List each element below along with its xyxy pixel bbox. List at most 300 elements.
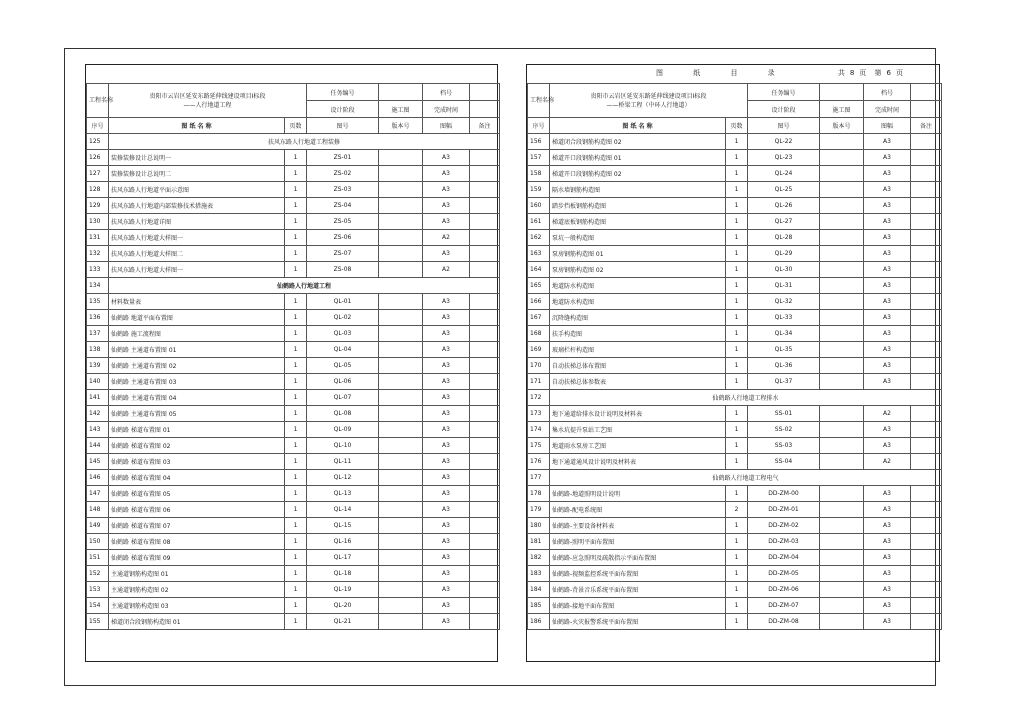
drawing-name: 扶手构造图	[550, 326, 726, 342]
row-number: 170	[528, 358, 550, 374]
row-number: 152	[87, 566, 109, 582]
page-count: 1	[285, 582, 307, 598]
drawing-code: ZS-03	[307, 182, 379, 198]
section-row	[87, 134, 500, 150]
row-number: 135	[87, 294, 109, 310]
drawing-code: ZS-01	[307, 150, 379, 166]
drawing-code: QL-37	[748, 374, 820, 390]
page-count: 1	[285, 422, 307, 438]
remark	[470, 438, 500, 454]
page-count: 1	[726, 582, 748, 598]
paper-size: A3	[864, 230, 911, 246]
drawing-code: QL-24	[748, 166, 820, 182]
paper-size: A3	[423, 518, 470, 534]
row-number: 142	[87, 406, 109, 422]
page-count: 1	[726, 326, 748, 342]
design-stage-label: 设计阶段	[307, 101, 379, 118]
remark	[470, 182, 500, 198]
table-row	[87, 470, 500, 486]
version	[820, 534, 864, 550]
table-row	[87, 166, 500, 182]
task-no-label: 任务编号	[307, 84, 379, 101]
drawing-name: 隔水墙钢筋构造图	[550, 182, 726, 198]
drawing-code: ZS-06	[307, 230, 379, 246]
drawing-name: 扶风东路人行地道内部装修技术措施表	[109, 198, 285, 214]
sheet-no-value	[470, 84, 500, 101]
paper-size: A3	[423, 582, 470, 598]
version	[820, 166, 864, 182]
drawing-code: QL-22	[748, 134, 820, 150]
left-catalog-sheet	[85, 64, 498, 662]
drawing-name: 仙鹤路 主通道布置图 02	[109, 358, 285, 374]
paper-size: A3	[423, 198, 470, 214]
paper-size: A3	[423, 598, 470, 614]
table-row	[87, 518, 500, 534]
drawing-code: QL-29	[748, 246, 820, 262]
right-catalog-sheet	[526, 64, 940, 662]
version	[379, 582, 423, 598]
remark	[911, 406, 942, 422]
page-count: 1	[285, 214, 307, 230]
page-count: 1	[726, 486, 748, 502]
page-count: 1	[285, 294, 307, 310]
version	[379, 150, 423, 166]
remark	[911, 598, 942, 614]
drawing-name: 仙鹤路 梯道布置图 02	[109, 438, 285, 454]
row-number: 158	[528, 166, 550, 182]
col-header-version: 版本号	[820, 118, 864, 134]
table-row	[87, 342, 500, 358]
drawing-name: 仙鹤路-应急照明及疏散指示平面布置图	[550, 550, 726, 566]
col-header-remark: 备注	[470, 118, 500, 134]
row-number: 173	[528, 406, 550, 422]
drawing-name: 仙鹤路-地道照明设计说明	[550, 486, 726, 502]
version	[820, 438, 864, 454]
left-title-block	[86, 83, 500, 118]
paper-size: A3	[423, 454, 470, 470]
row-number: 134	[87, 278, 109, 294]
col-header-no: 序号	[87, 118, 109, 134]
paper-size: A3	[864, 182, 911, 198]
drawing-name: 主通道钢筋构造图 02	[109, 582, 285, 598]
version	[379, 566, 423, 582]
drawing-code: QL-36	[748, 358, 820, 374]
paper-size: A3	[423, 422, 470, 438]
table-row	[87, 486, 500, 502]
table-row	[87, 534, 500, 550]
page-count: 1	[285, 326, 307, 342]
table-row	[528, 326, 942, 342]
remark	[470, 150, 500, 166]
drawing-name: 仙鹤路-接地平面布置图	[550, 598, 726, 614]
paper-size: A3	[423, 294, 470, 310]
remark	[470, 230, 500, 246]
paper-size: A3	[423, 166, 470, 182]
section-title: 扶风东路人行地道工程装修	[109, 134, 500, 150]
drawing-name: 主通道钢筋构造图 01	[109, 566, 285, 582]
page-count: 1	[726, 214, 748, 230]
row-number: 165	[528, 278, 550, 294]
table-row	[87, 198, 500, 214]
drawing-name: 梯道闭合段钢筋构造图 01	[109, 614, 285, 630]
paper-size: A2	[423, 262, 470, 278]
table-row	[528, 150, 942, 166]
drawing-code: QL-30	[748, 262, 820, 278]
drawing-name: 仙鹤路 梯道布置图 04	[109, 470, 285, 486]
drawing-code: QL-23	[748, 150, 820, 166]
version	[379, 374, 423, 390]
drawing-code: SS-02	[748, 422, 820, 438]
paper-size: A3	[864, 342, 911, 358]
drawing-code: DD-ZM-05	[748, 566, 820, 582]
paper-size: A3	[864, 598, 911, 614]
drawing-code: DD-ZM-03	[748, 534, 820, 550]
design-stage-value: 施工图	[820, 101, 864, 118]
table-row	[528, 230, 942, 246]
remark	[470, 454, 500, 470]
remark	[911, 310, 942, 326]
col-header-remark: 备注	[911, 118, 942, 134]
section-row	[87, 278, 500, 294]
page-unit-2: 页	[896, 69, 904, 77]
remark	[470, 198, 500, 214]
drawing-code: ZS-07	[307, 246, 379, 262]
remark	[470, 518, 500, 534]
drawing-name: 仙鹤路 梯道布置图 08	[109, 534, 285, 550]
version	[820, 198, 864, 214]
page-count: 1	[285, 550, 307, 566]
table-row	[87, 422, 500, 438]
remark	[911, 150, 942, 166]
col-header-code: 图号	[307, 118, 379, 134]
sheet-no-value	[911, 84, 942, 101]
sheet-no-label: 档号	[864, 84, 911, 101]
page-count: 1	[726, 310, 748, 326]
row-number: 144	[87, 438, 109, 454]
row-number: 129	[87, 198, 109, 214]
drawing-code: QL-14	[307, 502, 379, 518]
drawing-code: SS-01	[748, 406, 820, 422]
remark	[911, 262, 942, 278]
design-stage-label: 设计阶段	[748, 101, 820, 118]
drawing-code: QL-02	[307, 310, 379, 326]
row-number: 127	[87, 166, 109, 182]
row-number: 169	[528, 342, 550, 358]
table-row	[87, 550, 500, 566]
version	[379, 246, 423, 262]
table-row	[528, 534, 942, 550]
table-row	[87, 390, 500, 406]
paper-size: A3	[864, 134, 911, 150]
row-number: 148	[87, 502, 109, 518]
row-number: 137	[87, 326, 109, 342]
drawing-code: QL-13	[307, 486, 379, 502]
page-count: 1	[285, 470, 307, 486]
version	[379, 262, 423, 278]
row-number: 176	[528, 454, 550, 470]
row-number: 185	[528, 598, 550, 614]
drawing-name: 仙鹤路 梯道布置图 05	[109, 486, 285, 502]
version	[820, 598, 864, 614]
drawing-name: 仙鹤路 梯道布置图 01	[109, 422, 285, 438]
drawing-name: 仙鹤路 梯道布置图 07	[109, 518, 285, 534]
page-count: 1	[285, 198, 307, 214]
version	[820, 518, 864, 534]
paper-size: A3	[864, 310, 911, 326]
page-count: 1	[726, 614, 748, 630]
table-row	[87, 310, 500, 326]
drawing-name: 仙鹤路-配电系统图	[550, 502, 726, 518]
paper-size: A3	[864, 358, 911, 374]
row-number: 132	[87, 246, 109, 262]
page-count: 1	[726, 150, 748, 166]
remark	[911, 518, 942, 534]
page-count: 1	[285, 166, 307, 182]
drawing-name: 扶风东路人行地道大样图一	[109, 262, 285, 278]
row-number: 156	[528, 134, 550, 150]
drawing-name: 泵房钢筋构造图 01	[550, 246, 726, 262]
version	[820, 358, 864, 374]
page-count: 1	[285, 342, 307, 358]
remark	[470, 406, 500, 422]
version	[379, 230, 423, 246]
row-number: 159	[528, 182, 550, 198]
remark	[470, 614, 500, 630]
page-count: 1	[726, 566, 748, 582]
table-row	[528, 134, 942, 150]
table-row	[528, 598, 942, 614]
paper-size: A3	[423, 406, 470, 422]
version	[820, 486, 864, 502]
version	[379, 326, 423, 342]
remark	[470, 422, 500, 438]
remark	[470, 246, 500, 262]
drawing-name: 仙鹤路 主通道布置图 04	[109, 390, 285, 406]
page-prefix: 第	[874, 69, 883, 77]
row-number: 163	[528, 246, 550, 262]
drawing-name: 仙鹤路 主通道布置图 03	[109, 374, 285, 390]
project-title-line-1: 贵阳市云岩区延安东路延伸线建设项目I标段	[590, 92, 707, 100]
version	[379, 470, 423, 486]
drawing-code: QL-09	[307, 422, 379, 438]
table-row	[528, 198, 942, 214]
drawing-name: 扶风东路人行地道详图	[109, 214, 285, 230]
drawing-code: DD-ZM-00	[748, 486, 820, 502]
page-count: 1	[285, 374, 307, 390]
row-number: 125	[87, 134, 109, 150]
table-row	[87, 374, 500, 390]
version	[820, 614, 864, 630]
table-row	[528, 502, 942, 518]
table-row	[87, 502, 500, 518]
remark	[470, 550, 500, 566]
drawing-code: QL-33	[748, 310, 820, 326]
table-row	[528, 454, 942, 470]
row-number: 164	[528, 262, 550, 278]
drawing-code: QL-21	[307, 614, 379, 630]
paper-size: A3	[864, 262, 911, 278]
paper-size: A3	[423, 550, 470, 566]
column-header-row	[528, 118, 942, 134]
paper-size: A3	[423, 182, 470, 198]
row-number: 151	[87, 550, 109, 566]
page-count: 1	[285, 310, 307, 326]
page-count: 1	[285, 150, 307, 166]
remark	[911, 326, 942, 342]
remark	[470, 326, 500, 342]
row-number: 162	[528, 230, 550, 246]
page-count: 1	[726, 246, 748, 262]
drawing-name: 仙鹤路 主通道布置图 05	[109, 406, 285, 422]
version	[379, 214, 423, 230]
table-row	[528, 166, 942, 182]
paper-size: A3	[423, 246, 470, 262]
table-row	[87, 406, 500, 422]
table-row	[87, 246, 500, 262]
version	[820, 550, 864, 566]
paper-size: A3	[864, 150, 911, 166]
right-drawing-list	[527, 117, 942, 630]
drawing-code: DD-ZM-07	[748, 598, 820, 614]
remark	[911, 246, 942, 262]
table-row	[87, 182, 500, 198]
drawing-name: 梯道开口段钢筋构造图 02	[550, 166, 726, 182]
col-header-name: 图 纸 名 称	[550, 118, 726, 134]
page-count: 1	[285, 406, 307, 422]
paper-size: A3	[423, 342, 470, 358]
version	[820, 502, 864, 518]
drawing-code: QL-25	[748, 182, 820, 198]
drawing-code: QL-11	[307, 454, 379, 470]
version	[379, 182, 423, 198]
paper-size: A3	[423, 534, 470, 550]
remark	[911, 358, 942, 374]
remark	[911, 422, 942, 438]
drawing-code: QL-18	[307, 566, 379, 582]
paper-size: A3	[423, 150, 470, 166]
paper-size: A3	[864, 374, 911, 390]
drawing-name: 踏步挡板钢筋构造图	[550, 198, 726, 214]
drawing-code: QL-01	[307, 294, 379, 310]
page-count: 1	[285, 534, 307, 550]
drawing-code: QL-31	[748, 278, 820, 294]
remark	[911, 198, 942, 214]
paper-size: A3	[423, 486, 470, 502]
sheet-no-label: 档号	[423, 84, 470, 101]
table-row	[528, 406, 942, 422]
row-number: 147	[87, 486, 109, 502]
version	[820, 422, 864, 438]
table-row	[528, 182, 942, 198]
project-name-label: 工程名称	[87, 84, 109, 118]
remark	[470, 374, 500, 390]
project-name-label: 工程名称	[528, 84, 550, 118]
col-header-code: 图号	[748, 118, 820, 134]
drawing-name: 梯道开口段钢筋构造图 01	[550, 150, 726, 166]
paper-size: A3	[864, 278, 911, 294]
paper-size: A3	[423, 214, 470, 230]
complete-time-value	[911, 101, 942, 118]
remark	[470, 502, 500, 518]
version	[820, 310, 864, 326]
version	[379, 454, 423, 470]
row-number: 161	[528, 214, 550, 230]
table-row	[87, 262, 500, 278]
row-number: 131	[87, 230, 109, 246]
drawing-name: 仙鹤路-视频监控系统平面布置图	[550, 566, 726, 582]
drawing-code: QL-06	[307, 374, 379, 390]
page-unit: 页	[859, 69, 868, 77]
remark	[911, 582, 942, 598]
drawing-name: 沉降缝构造图	[550, 310, 726, 326]
remark	[470, 166, 500, 182]
col-header-size: 图幅	[423, 118, 470, 134]
table-row	[528, 486, 942, 502]
version	[820, 230, 864, 246]
paper-size: A3	[423, 310, 470, 326]
page-count: 1	[726, 422, 748, 438]
total-prefix: 共	[837, 69, 846, 77]
drawing-code: QL-03	[307, 326, 379, 342]
drawing-code: QL-10	[307, 438, 379, 454]
drawing-name: 仙鹤路-背景音乐系统平面布置图	[550, 582, 726, 598]
version	[820, 342, 864, 358]
complete-time-label: 完成时间	[423, 101, 470, 118]
remark	[470, 598, 500, 614]
row-number: 181	[528, 534, 550, 550]
table-row	[87, 326, 500, 342]
table-row	[528, 614, 942, 630]
row-number: 154	[87, 598, 109, 614]
row-number: 146	[87, 470, 109, 486]
task-no-value	[379, 84, 423, 101]
table-row	[528, 582, 942, 598]
drawing-name: 仙鹤路 梯道布置图 03	[109, 454, 285, 470]
paper-size: A3	[423, 390, 470, 406]
drawing-name: 仙鹤路 地道平面布置图	[109, 310, 285, 326]
row-number: 184	[528, 582, 550, 598]
table-row	[528, 438, 942, 454]
paper-size: A2	[864, 406, 911, 422]
page-count: 1	[285, 614, 307, 630]
row-number: 136	[87, 310, 109, 326]
drawing-code: QL-04	[307, 342, 379, 358]
table-row	[528, 518, 942, 534]
version	[379, 406, 423, 422]
version	[379, 598, 423, 614]
version	[820, 246, 864, 262]
row-number: 174	[528, 422, 550, 438]
remark	[911, 294, 942, 310]
table-row	[528, 278, 942, 294]
drawing-name: 扶风东路人行地道大样图二	[109, 246, 285, 262]
page-count: 1	[726, 518, 748, 534]
page-count: 1	[726, 342, 748, 358]
paper-size: A3	[864, 166, 911, 182]
col-header-no: 序号	[528, 118, 550, 134]
section-title: 仙鹤路人行地道工程电气	[550, 470, 942, 486]
version	[820, 294, 864, 310]
page-number: 6	[886, 69, 892, 77]
drawing-code: DD-ZM-04	[748, 550, 820, 566]
row-number: 139	[87, 358, 109, 374]
remark	[911, 534, 942, 550]
remark	[470, 358, 500, 374]
version	[820, 134, 864, 150]
paper-size: A3	[864, 566, 911, 582]
paper-size: A2	[864, 454, 911, 470]
paper-size: A3	[864, 614, 911, 630]
